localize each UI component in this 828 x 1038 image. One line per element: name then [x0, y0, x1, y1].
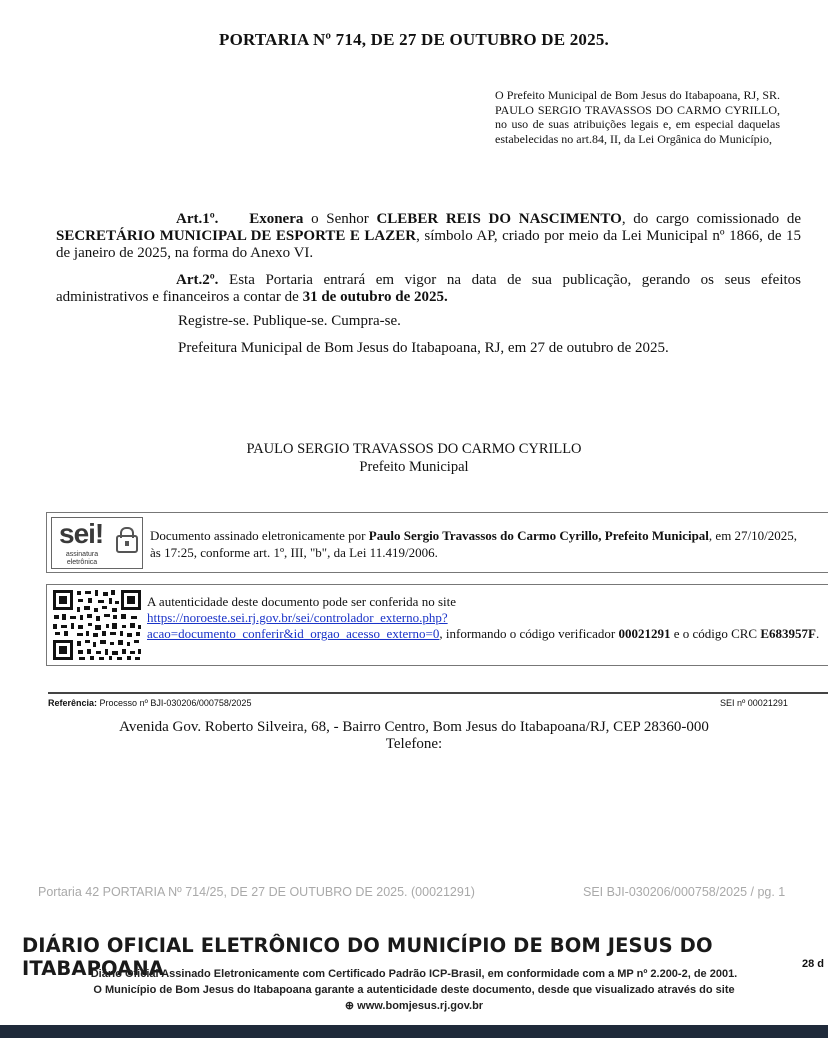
signer-name: PAULO SERGIO TRAVASSOS DO CARMO CYRILLO [246, 441, 582, 457]
sei-signature-text [150, 527, 810, 561]
auth-crc: E683957F [760, 626, 816, 641]
auth-link-1[interactable]: https://noroeste.sei.rj.gov.br/sei/controlador_externo.php? [147, 610, 448, 625]
footer-meta-left: Portaria 42 PORTARIA Nº 714/25, DE 27 DE OUTUBRO DE 2025. (00021291) [38, 885, 475, 899]
article-1-label: Art.1º. [176, 211, 219, 227]
sei-logo-word: sei! [59, 518, 104, 549]
sei-logo-subtitle [57, 551, 107, 566]
auth-text-2: , informando o código verificador [439, 626, 616, 641]
globe-icon: ⊕ [344, 1000, 355, 1012]
sei-signer-bold: Paulo Sergio Travassos do Carmo Cyrillo, Prefeito Municipal [368, 528, 709, 543]
article-1-text-3: , símbolo AP, criado por meio da Lei Municipal nº 1866, de 15 de janeiro de 2025, na forma do Anexo VI. [56, 228, 801, 261]
registre-line: Registre-se. Publique-se. Cumpra-se. [178, 313, 401, 329]
auth-text-3: e o código CRC [673, 626, 758, 641]
document-title: PORTARIA Nº 714, DE 27 DE OUTUBRO DE 2025. [219, 30, 609, 49]
article-1-verb: Exonera [249, 211, 304, 227]
diario-title: DIÁRIO OFICIAL ELETRÔNICO DO MUNICÍPIO DE BOM JESUS DO ITABAPOANA [22, 934, 713, 980]
sei-logo-sub-1: assinatura [65, 551, 99, 558]
reference-label: Referência: [48, 698, 98, 708]
article-2-label: Art.2º. [176, 272, 219, 288]
bottom-bar [0, 1025, 828, 1038]
sei-signature-box [46, 512, 828, 573]
sei-logo-sub-2: eletrônica [66, 558, 98, 566]
article-1 [56, 211, 801, 262]
auth-link-2[interactable]: acao=documento_conferir&id_orgao_acesso_externo=0 [147, 626, 440, 641]
article-1-role: SECRETÁRIO MUNICIPAL DE ESPORTE E LAZER [56, 228, 417, 244]
sei-logo [51, 517, 143, 569]
preamble-rest: no uso de suas atribuições legais e, em especial daquelas estabelecidas no art.84, II, da Lei Orgânica do Município, [495, 117, 780, 146]
footer-meta [38, 885, 828, 899]
sei-text-1: Documento assinado eletronicamente por [150, 528, 366, 543]
article-1-name: CLEBER REIS DO NASCIMENTO [376, 211, 622, 227]
reference-process [48, 698, 251, 708]
diario-subtitle [0, 966, 828, 1014]
address-line: Avenida Gov. Roberto Silveira, 68, - Bairro Centro, Bom Jesus do Itabapoana/RJ, CEP 28360-000 [119, 719, 709, 735]
lock-icon [116, 535, 138, 553]
article-1-text-2: , do cargo comissionado de [621, 211, 802, 227]
sei-text-2: , em 27/10/2025, às 17:25, conforme art. 1º, III, "b", da Lei 11.419/2006. [150, 528, 798, 560]
diario-site-line [0, 998, 828, 1014]
article-1-text-1: o Senhor [311, 211, 369, 227]
auth-text-1: A autenticidade deste documento pode ser conferida no site [147, 594, 457, 609]
authenticity-text [147, 594, 822, 642]
page-corner-label: 28 d [802, 958, 825, 970]
preamble-lead: O Prefeito Municipal de Bom Jesus do Itabapoana, RJ, SR. PAULO SERGIO TRAVASSOS DO CARMO CYRILLO, [495, 88, 780, 117]
authenticity-box [46, 584, 828, 666]
diario-site[interactable]: www.bomjesus.rj.gov.br [357, 1000, 484, 1012]
reference-sei-number: SEI nº 00021291 [720, 698, 788, 708]
article-2-date: 31 de outubro de 2025. [302, 289, 448, 305]
auth-code: 00021291 [618, 626, 671, 641]
diario-line-2: O Município de Bom Jesus do Itabapoana garante a autenticidade deste documento, desde que visualizado através do site [93, 984, 735, 996]
reference-divider [48, 692, 828, 694]
phone-line: Telefone: [385, 736, 443, 752]
auth-text-4: . [815, 626, 820, 641]
diario-line-1: Diário Oficial Assinado Eletronicamente com Certificado Padrão ICP-Brasil, em conformidade com a MP nº 2.200-2, de 2001. [90, 968, 738, 980]
qr-code-icon [51, 588, 143, 662]
address-block [0, 719, 828, 753]
preamble [495, 88, 780, 146]
article-2-text: Esta Portaria entrará em vigor na data de sua publicação, gerando os seus efeitos administrativos e financeiros a contar de [56, 272, 802, 305]
signer-block [0, 440, 828, 476]
signer-role: Prefeito Municipal [359, 459, 469, 475]
article-2 [56, 272, 801, 306]
local-date-line: Prefeitura Municipal de Bom Jesus do Itabapoana, RJ, em 27 de outubro de 2025. [178, 340, 669, 356]
footer-meta-right: SEI BJI-030206/000758/2025 / pg. 1 [583, 885, 786, 899]
reference-value: Processo nº BJI-030206/000758/2025 [99, 698, 252, 708]
